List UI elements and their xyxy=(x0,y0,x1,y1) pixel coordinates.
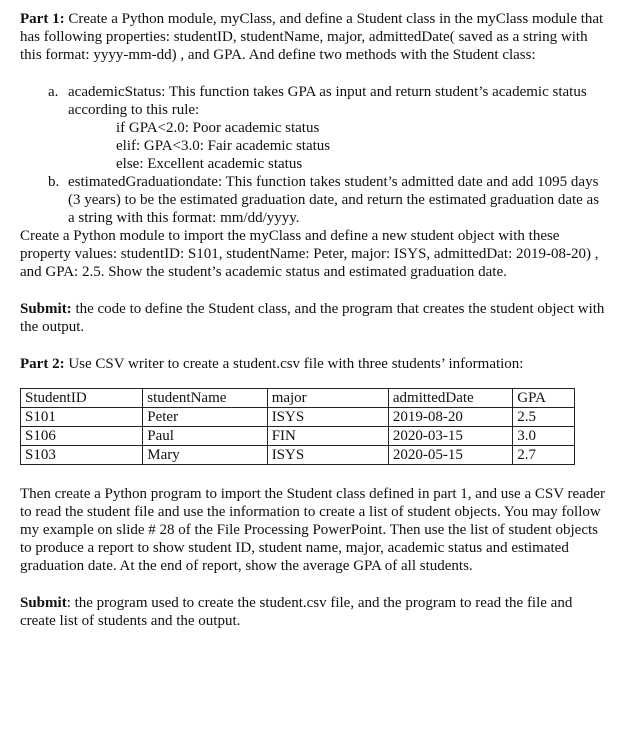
part2-submit-label: Submit xyxy=(20,595,67,611)
header-major: major xyxy=(267,389,388,408)
cell-gpa: 3.0 xyxy=(513,427,575,446)
cell-gpa: 2.5 xyxy=(513,408,575,427)
part2-intro-text: Use CSV writer to create a student.csv file with three students’ information: xyxy=(64,356,524,372)
status-rule-2: elif: GPA<3.0: Fair academic status xyxy=(116,138,331,154)
part1-submit-label: Submit: xyxy=(20,301,72,317)
cell-major: FIN xyxy=(267,427,388,446)
status-rule-1: if GPA<2.0: Poor academic status xyxy=(116,120,320,136)
student-table xyxy=(20,388,575,465)
header-gpa: GPA xyxy=(513,389,575,408)
part1-submit-text: the code to define the Student class, and the program that creates the student object with the output. xyxy=(20,301,605,335)
method-b-text: estimatedGraduationdate: This function takes student’s admitted date and add 1095 days (3 years) to be the estimated graduation date, and return the estimated graduation date as a string with this format: mm/dd/yyyy. xyxy=(68,174,600,226)
table-header-row xyxy=(21,389,575,408)
cell-admitteddate: 2020-03-15 xyxy=(388,427,512,446)
method-a-marker: a. xyxy=(48,84,59,100)
part1-heading: Part 1: xyxy=(20,11,65,27)
cell-studentid: S106 xyxy=(21,427,143,446)
cell-major: ISYS xyxy=(267,446,388,465)
status-rule-3: else: Excellent academic status xyxy=(116,156,303,172)
method-b-item xyxy=(20,173,605,227)
cell-studentname: Paul xyxy=(143,427,267,446)
part1-intro xyxy=(20,10,605,64)
header-studentname: studentName xyxy=(143,389,267,408)
reader-paragraph: Then create a Python program to import the Student class defined in part 1, and use a CSV reader to read the student file and use the information to create a list of student objects. You may follow my example on slide # 28 of the File Processing PowerPoint. Then use the list of student objects to produce a report to show student ID, student name, major, academic status and estimated graduation date. At the end of report, show the average GPA of all students. xyxy=(20,486,605,574)
cell-studentname: Peter xyxy=(143,408,267,427)
document-page xyxy=(20,10,605,630)
method-a-item xyxy=(20,83,605,119)
header-admitteddate: admittedDate xyxy=(388,389,512,408)
cell-studentid: S101 xyxy=(21,408,143,427)
part2-heading: Part 2: xyxy=(20,356,65,372)
part1-intro-text: Create a Python module, myClass, and define a Student class in the myClass module that has following properties: studentID, studentName, major, admittedDate( saved as a string with this format: yyyy-mm-dd) , and GPA. And define two methods with the Student class: xyxy=(20,11,604,63)
header-studentid: StudentID xyxy=(21,389,143,408)
cell-studentid: S103 xyxy=(21,446,143,465)
instance-paragraph: Create a Python module to import the myClass and define a new student object with these property values: studentID: S101, studentName: Peter, major: ISYS, admittedDat: 2019-08-20) , and GPA: 2.5. Show the student’s academic status and estimated graduation date. xyxy=(20,228,599,280)
part2-submit-text: : the program used to create the student.csv file, and the program to read the file and create list of students and the output. xyxy=(20,595,573,629)
cell-studentname: Mary xyxy=(143,446,267,465)
table-row xyxy=(21,408,575,427)
table-row xyxy=(21,446,575,465)
table-row xyxy=(21,427,575,446)
method-a-text: academicStatus: This function takes GPA as input and return student’s academic status according to this rule: xyxy=(68,84,587,118)
cell-admitteddate: 2020-05-15 xyxy=(388,446,512,465)
part2-intro xyxy=(20,355,605,373)
cell-admitteddate: 2019-08-20 xyxy=(388,408,512,427)
part1-submit-paragraph xyxy=(20,300,605,336)
method-b-marker: b. xyxy=(48,174,60,190)
cell-major: ISYS xyxy=(267,408,388,427)
part2-submit-paragraph xyxy=(20,594,605,630)
cell-gpa: 2.7 xyxy=(513,446,575,465)
